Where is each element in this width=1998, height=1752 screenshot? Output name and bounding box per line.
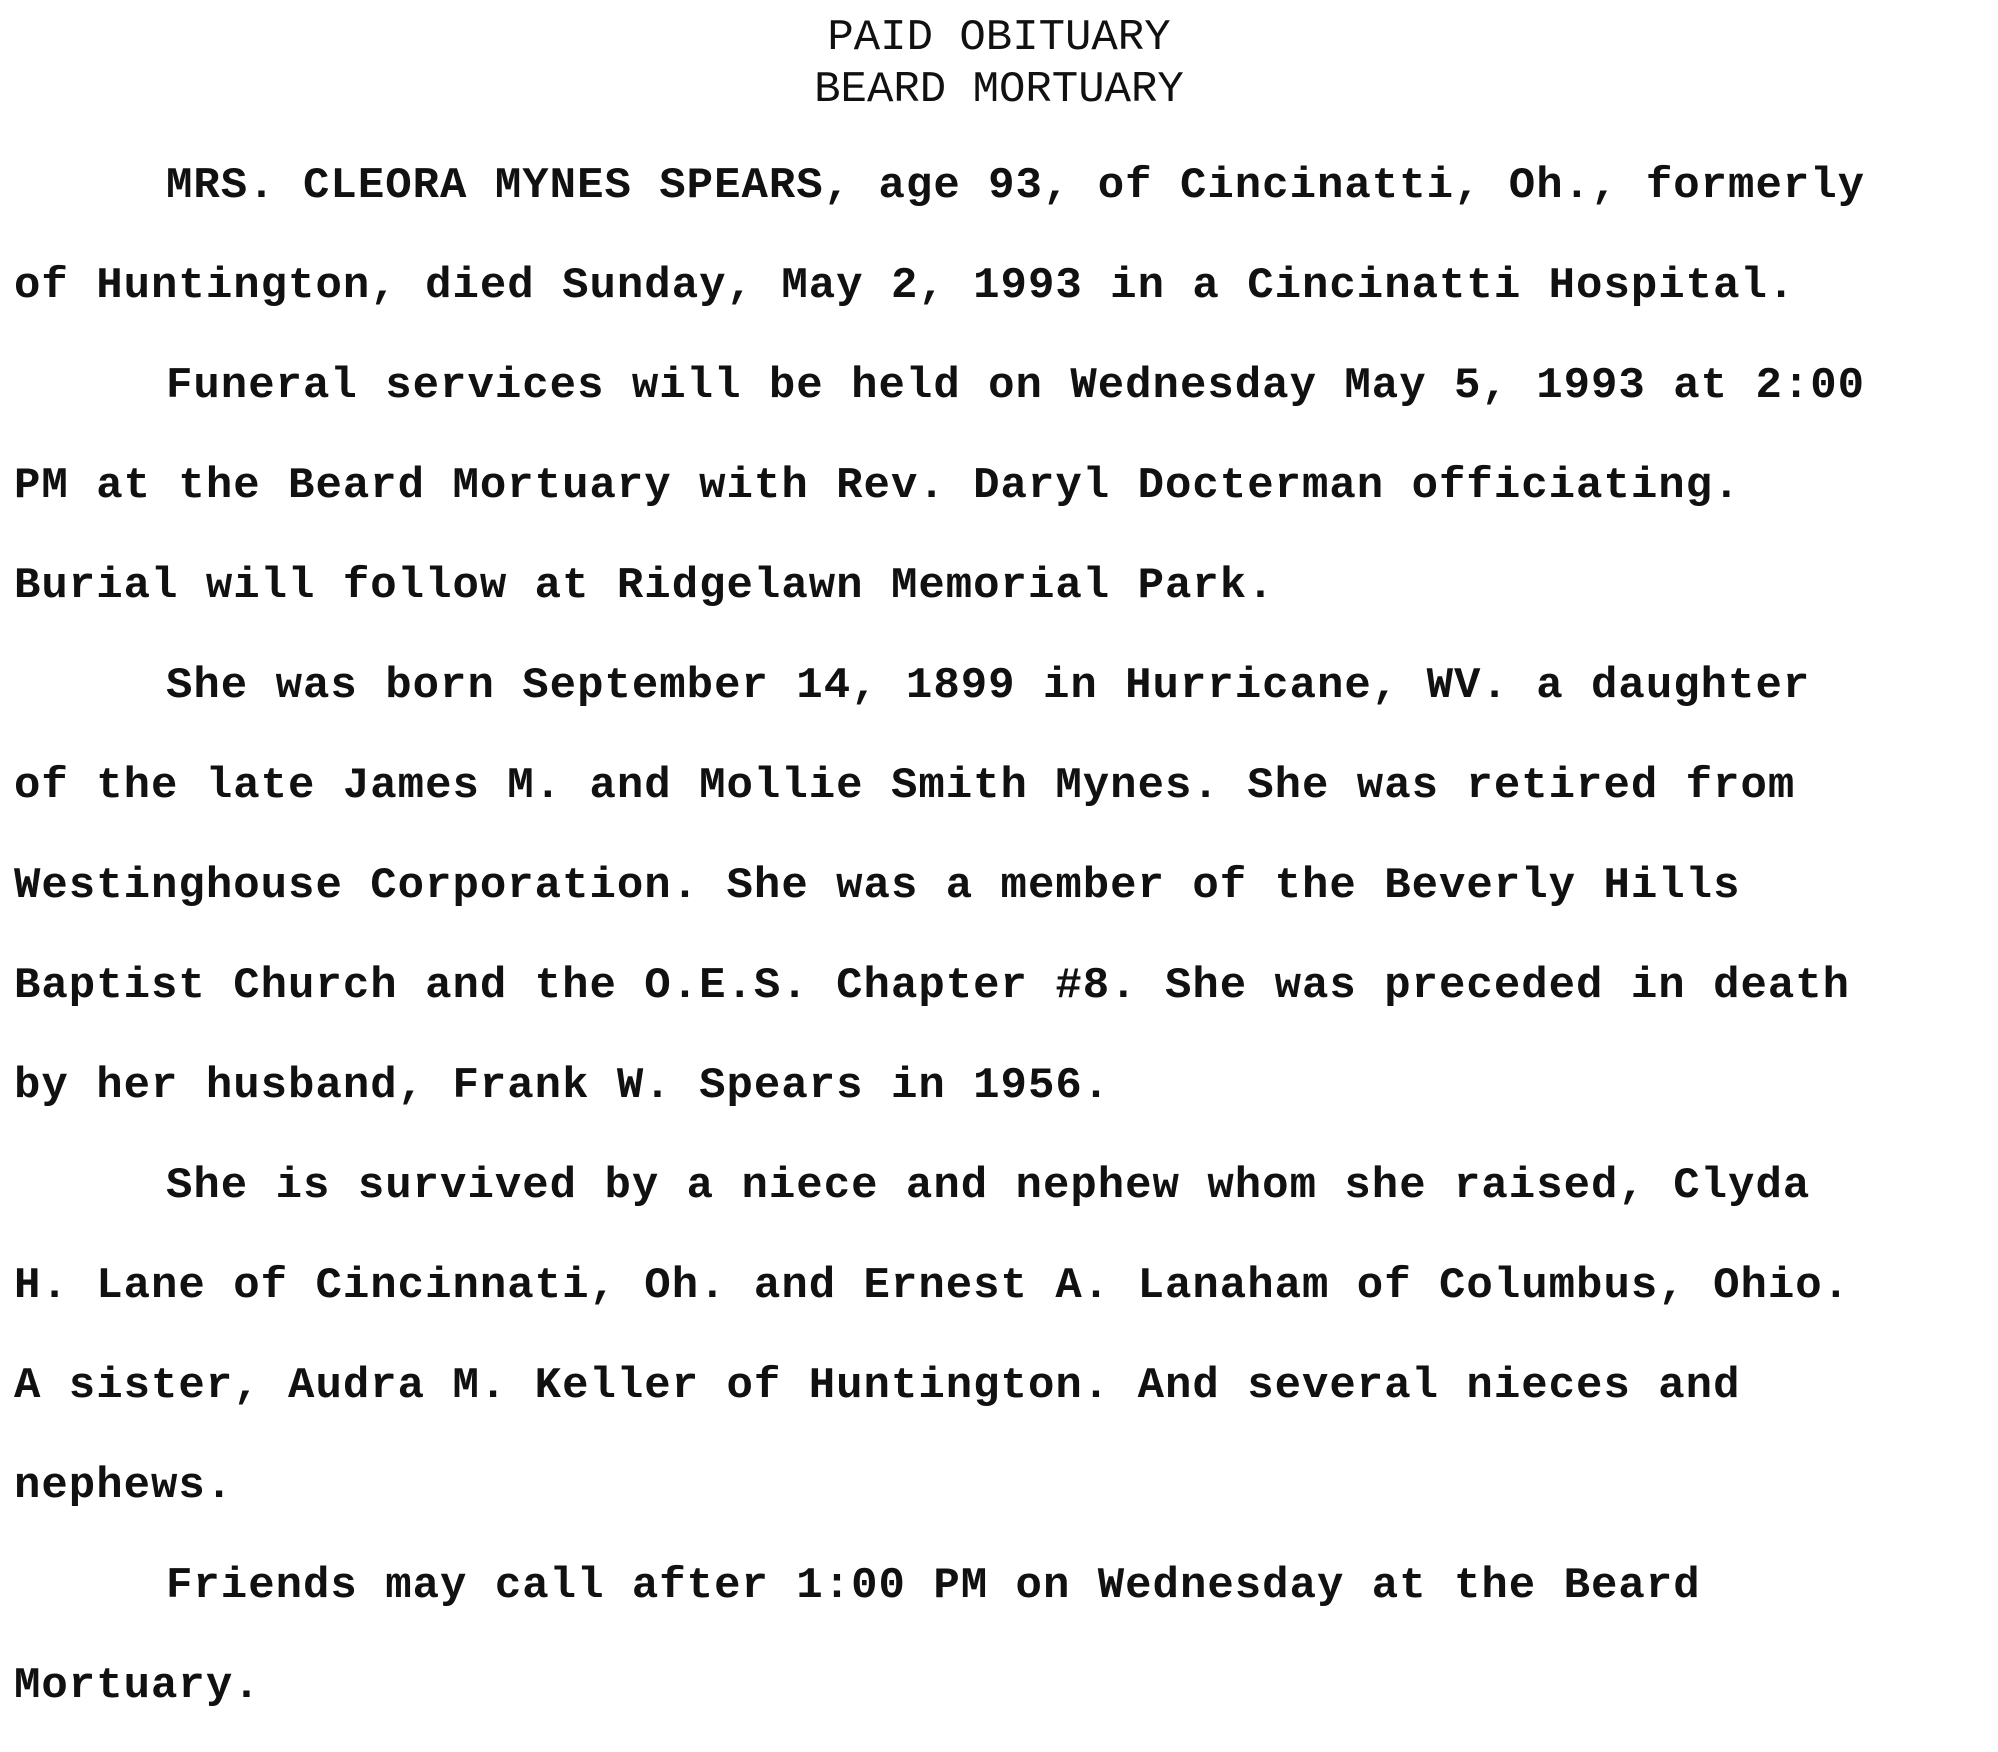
paragraph-4-line-1: She is survived by a niece and nephew whom she raised, Clyda (166, 1161, 1811, 1211)
header-title: PAID OBITUARY (827, 13, 1171, 63)
paragraph-3-line-1: She was born September 14, 1899 in Hurricane, WV. a daughter (166, 661, 1811, 711)
paragraph-5-line-2: Mortuary. (14, 1661, 261, 1711)
paragraph-3-line-5: by her husband, Frank W. Spears in 1956. (14, 1061, 1111, 1111)
paragraph-2-line-2: PM at the Beard Mortuary with Rev. Daryl Docterman officiating. (14, 461, 1741, 511)
paragraph-2-line-1: Funeral services will be held on Wednesday May 5, 1993 at 2:00 (166, 361, 1866, 411)
paragraph-1-line-2: of Huntington, died Sunday, May 2, 1993 in a Cincinatti Hospital. (14, 261, 1796, 311)
paragraph-2-line-3: Burial will follow at Ridgelawn Memorial Park. (14, 561, 1275, 611)
paragraph-3-line-4: Baptist Church and the O.E.S. Chapter #8. She was preceded in death (14, 961, 1851, 1011)
paragraph-5-line-1: Friends may call after 1:00 PM on Wednesday at the Beard (166, 1561, 1701, 1611)
paragraph-4-line-4: nephews. (14, 1461, 234, 1511)
header-subtitle: BEARD MORTUARY (814, 65, 1184, 115)
paragraph-3-line-3: Westinghouse Corporation. She was a member of the Beverly Hills (14, 861, 1741, 911)
paragraph-4-line-3: A sister, Audra M. Keller of Huntington. And several nieces and (14, 1361, 1741, 1411)
paragraph-4-line-2: H. Lane of Cincinnati, Oh. and Ernest A. Lanaham of Columbus, Ohio. (14, 1261, 1851, 1311)
paragraph-1-line-1: MRS. CLEORA MYNES SPEARS, age 93, of Cincinatti, Oh., formerly (166, 161, 1866, 211)
paragraph-3-line-2: of the late James M. and Mollie Smith Mynes. She was retired from (14, 761, 1796, 811)
